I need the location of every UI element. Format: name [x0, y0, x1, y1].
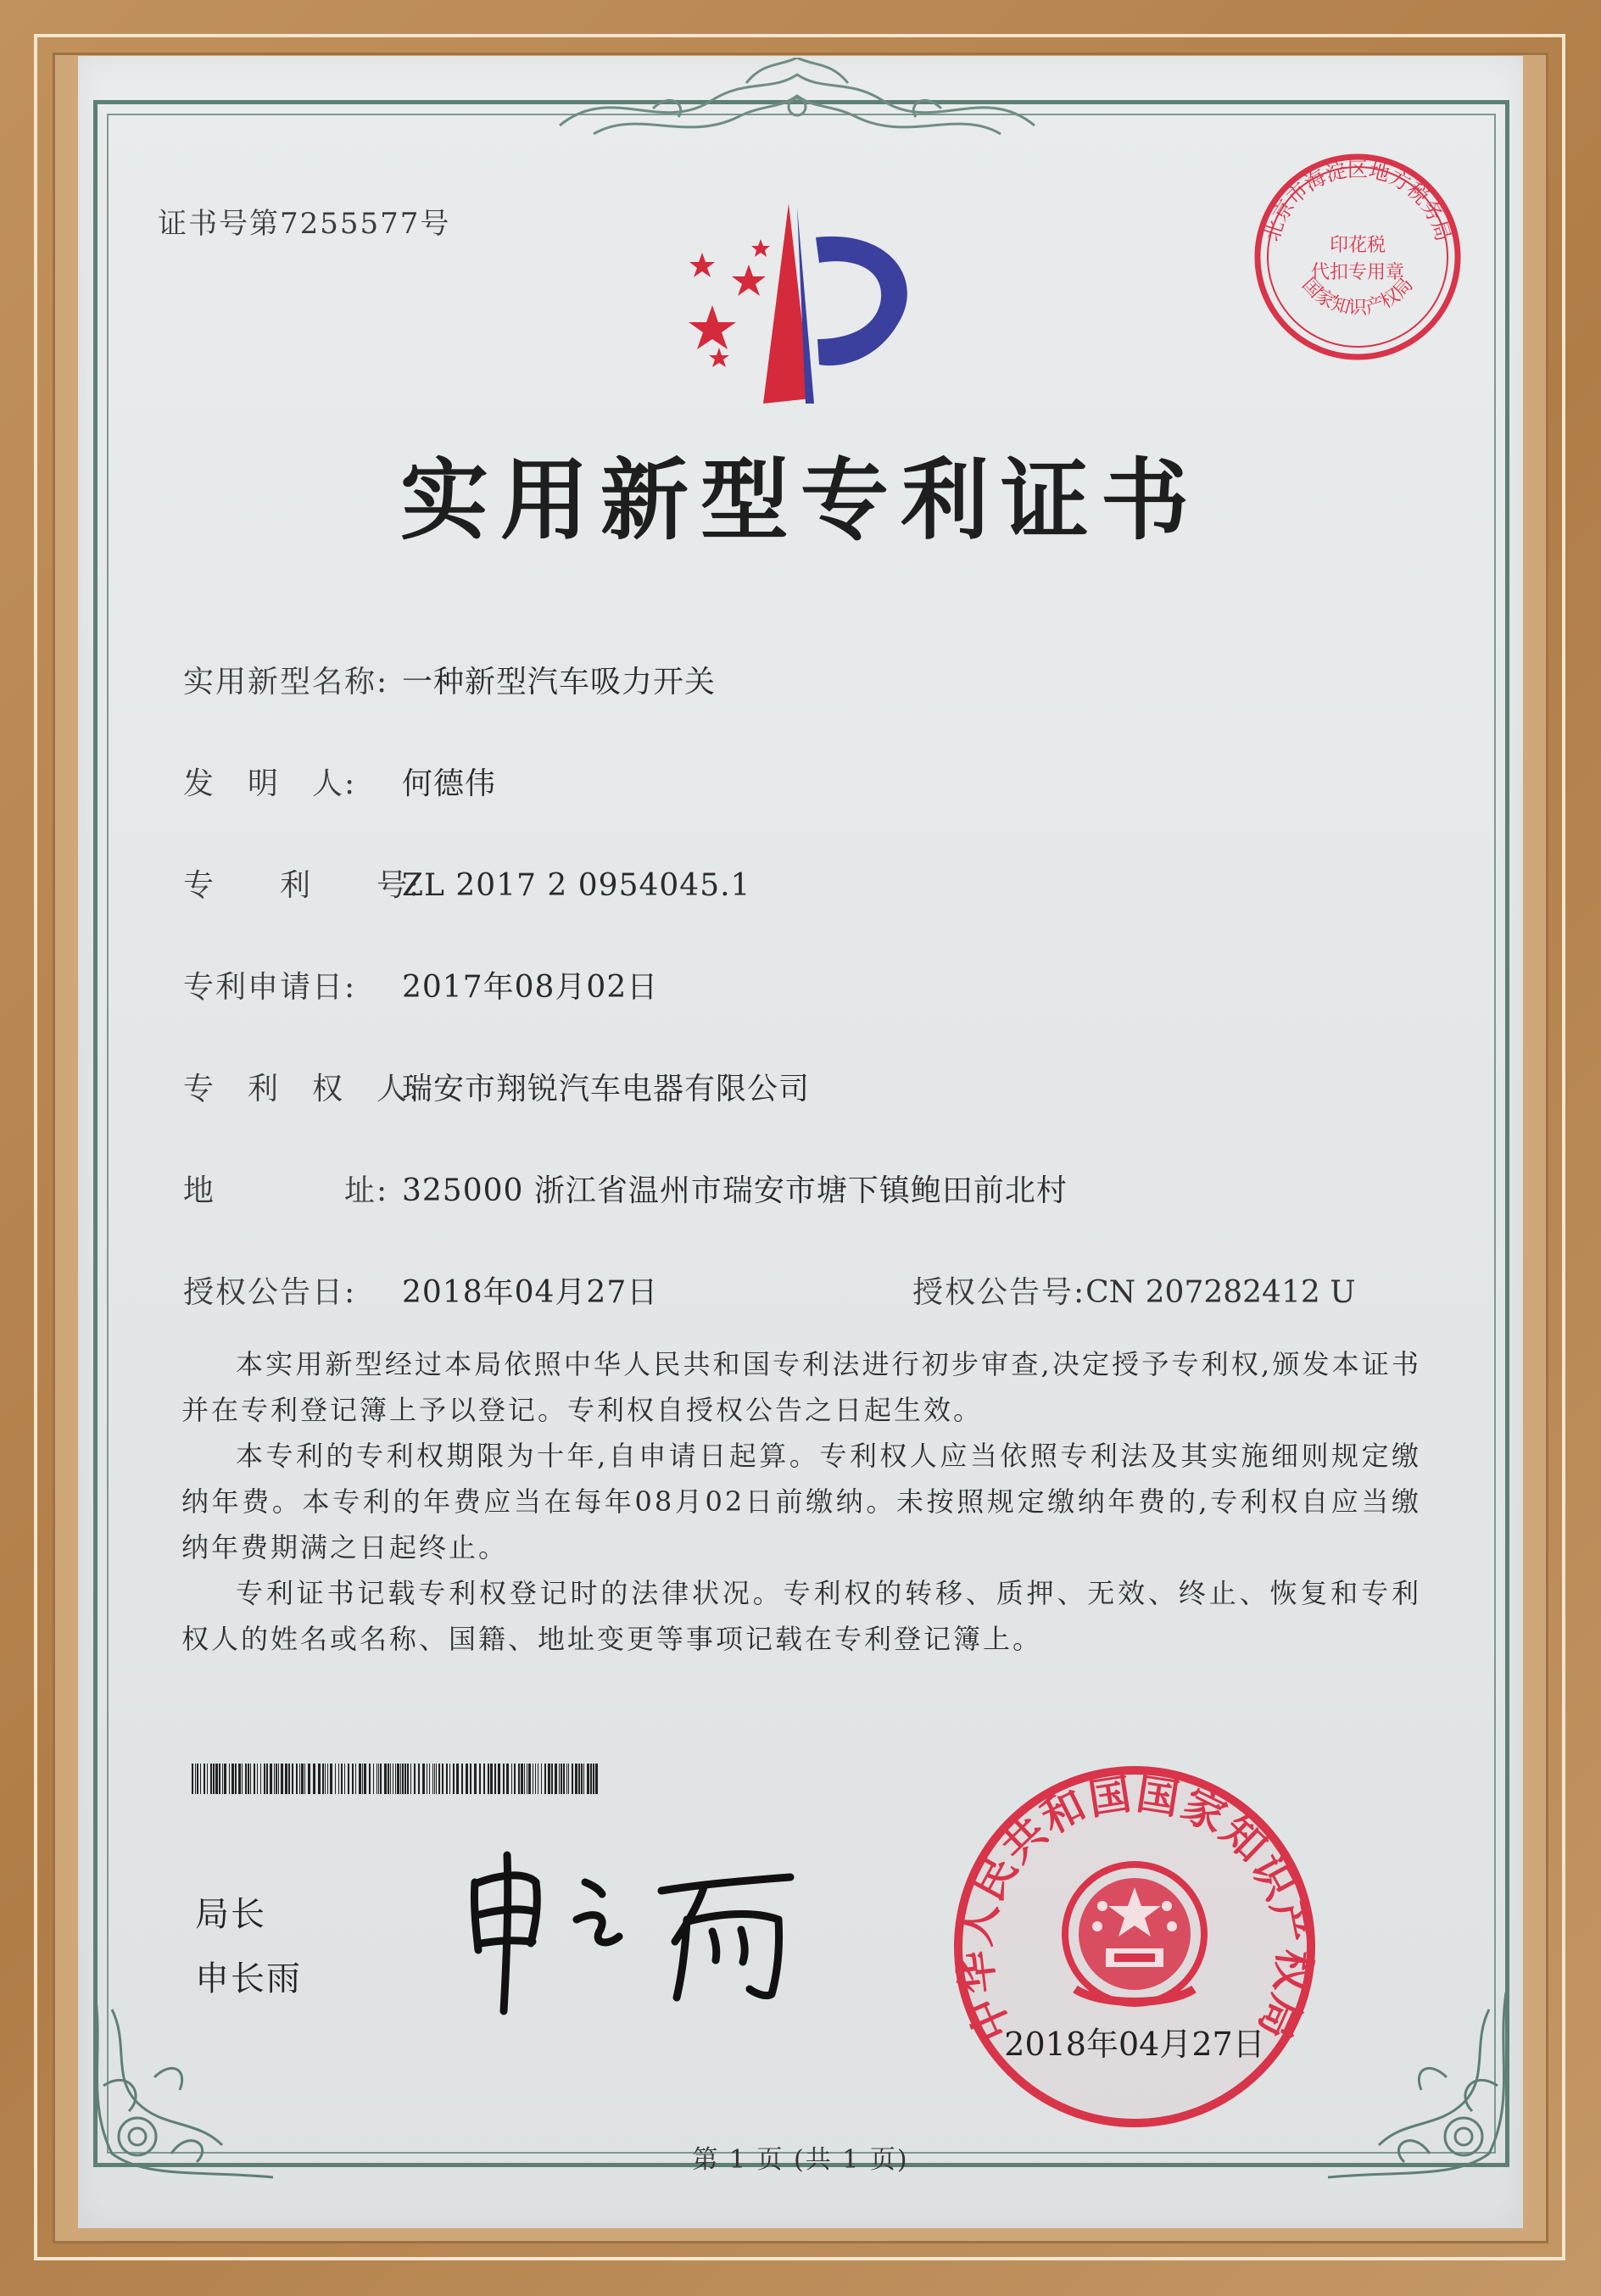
- barcode-bar: [281, 1764, 283, 1794]
- barcode-bar: [422, 1764, 425, 1794]
- barcode-bar: [296, 1764, 298, 1794]
- barcode-bar: [535, 1764, 536, 1794]
- barcode-bar: [544, 1764, 546, 1794]
- barcode-bar: [355, 1764, 356, 1794]
- barcode-bar: [274, 1764, 275, 1794]
- barcode-bar: [572, 1764, 573, 1794]
- barcode-bar: [461, 1764, 463, 1794]
- seal-ring-text: 中华人民共和国国家知识产权局: [950, 1769, 1319, 2048]
- barcode-bar: [595, 1764, 598, 1794]
- barcode-bar: [404, 1764, 406, 1794]
- barcode-bar: [593, 1764, 594, 1794]
- barcode-bar: [242, 1764, 243, 1794]
- barcode-bar: [195, 1764, 196, 1794]
- barcode-bar: [563, 1764, 565, 1794]
- certificate-title: 实用新型专利证书: [399, 448, 1201, 552]
- barcode-bar: [479, 1764, 481, 1794]
- barcode-bar: [254, 1764, 255, 1794]
- barcode-bar: [390, 1764, 391, 1794]
- barcode-bar: [373, 1764, 374, 1794]
- barcode-bar: [278, 1764, 279, 1794]
- field-value: 一种新型汽车吸力开关: [402, 665, 717, 699]
- barcode-bar: [466, 1764, 468, 1794]
- field-label: 专 利 号:: [183, 868, 421, 903]
- field-value: 瑞安市翔锐汽车电器有限公司: [402, 1072, 811, 1106]
- barcode-bar: [514, 1764, 516, 1794]
- barcode-bar: [235, 1764, 237, 1794]
- barcode-bar: [288, 1764, 290, 1794]
- body-paragraph: 专利证书记载专利权登记时的法律状况。专利权的转移、质押、无效、终止、恢复和专利权人的姓名或名称、国籍、地址变更等事项记载在专利登记簿上。: [181, 1577, 1421, 1655]
- barcode-bar: [432, 1764, 433, 1794]
- barcode-bar: [548, 1764, 550, 1794]
- field-filing-date: [183, 963, 658, 1006]
- field-label: 专利申请日:: [183, 970, 357, 1005]
- barcode-bar: [578, 1764, 580, 1794]
- barcode-bar: [449, 1764, 450, 1794]
- barcode-bar: [566, 1764, 567, 1794]
- barcode-bar: [362, 1764, 363, 1794]
- barcode-bar: [322, 1764, 324, 1794]
- barcode-bar: [348, 1764, 349, 1794]
- barcode: [192, 1764, 602, 1794]
- barcode-bar: [407, 1764, 409, 1794]
- barcode-bar: [338, 1764, 339, 1794]
- barcode-bar: [490, 1764, 493, 1794]
- tax-stamp-ring-text: 北京市海淀区地方税务局: [1259, 158, 1456, 244]
- barcode-bar: [292, 1764, 293, 1794]
- barcode-bar: [207, 1764, 208, 1794]
- barcode-bar: [229, 1764, 230, 1794]
- field-inventor: [183, 760, 496, 803]
- barcode-bar: [498, 1764, 500, 1794]
- barcode-bar: [395, 1764, 396, 1794]
- national-emblem-icon: [1065, 1864, 1204, 2003]
- barcode-bar: [446, 1764, 448, 1794]
- barcode-bar: [568, 1764, 569, 1794]
- barcode-bar: [581, 1764, 583, 1794]
- field-utility-model-name: [183, 658, 716, 701]
- seal-date: 2018年04月27日: [1004, 2026, 1265, 2063]
- barcode-bar: [222, 1764, 223, 1794]
- barcode-bar: [224, 1764, 226, 1794]
- page-number: 第 1 页 (共 1 页): [692, 2145, 909, 2175]
- field-label: 地 址:: [183, 1173, 389, 1208]
- barcode-bar: [518, 1764, 520, 1794]
- barcode-bar: [559, 1764, 560, 1794]
- barcode-bar: [410, 1764, 411, 1794]
- field-patent-number: [183, 861, 750, 905]
- signer-title: 局长: [195, 1895, 266, 1934]
- barcode-bar: [359, 1764, 361, 1794]
- barcode-bar: [511, 1764, 512, 1794]
- barcode-bar: [266, 1764, 268, 1794]
- barcode-bar: [318, 1764, 321, 1794]
- barcode-bar: [341, 1764, 343, 1794]
- barcode-bar: [330, 1764, 332, 1794]
- field-grant-date: [183, 1268, 658, 1312]
- field-label: 实用新型名称:: [183, 665, 389, 699]
- barcode-bar: [483, 1764, 485, 1794]
- barcode-bar: [384, 1764, 387, 1794]
- barcode-bar: [250, 1764, 251, 1794]
- barcode-bar: [264, 1764, 265, 1794]
- tax-stamp-lower-text: 国家知识产权局: [1297, 274, 1418, 320]
- barcode-bar: [352, 1764, 354, 1794]
- barcode-bar: [245, 1764, 247, 1794]
- barcode-bar: [436, 1764, 437, 1794]
- barcode-bar: [442, 1764, 443, 1794]
- field-label: 专 利 权 人:: [183, 1072, 421, 1106]
- barcode-bar: [418, 1764, 420, 1794]
- field-label: 授权公告日:: [183, 1275, 357, 1310]
- barcode-bar: [402, 1764, 404, 1794]
- barcode-bar: [378, 1764, 379, 1794]
- barcode-bar: [414, 1764, 416, 1794]
- barcode-bar: [276, 1764, 277, 1794]
- barcode-bar: [400, 1764, 401, 1794]
- top-ornament: [543, 58, 1052, 151]
- barcode-bar: [438, 1764, 440, 1794]
- barcode-bar: [200, 1764, 201, 1794]
- barcode-bar: [470, 1764, 471, 1794]
- barcode-bar: [215, 1764, 218, 1794]
- barcode-bar: [561, 1764, 562, 1794]
- field-label: 授权公告号:: [912, 1275, 1086, 1310]
- barcode-bar: [488, 1764, 489, 1794]
- barcode-bar: [344, 1764, 345, 1794]
- barcode-bar: [397, 1764, 399, 1794]
- barcode-bar: [590, 1764, 592, 1794]
- certificate-number: 证书号第7255577号: [158, 207, 451, 241]
- barcode-bar: [192, 1764, 193, 1794]
- signer-name: 申长雨: [195, 1959, 302, 1998]
- barcode-bar: [456, 1764, 459, 1794]
- barcode-bar: [528, 1764, 531, 1794]
- barcode-bar: [583, 1764, 584, 1794]
- barcode-bar: [238, 1764, 241, 1794]
- barcode-bar: [369, 1764, 371, 1794]
- barcode-bar: [204, 1764, 205, 1794]
- barcode-bar: [299, 1764, 300, 1794]
- barcode-bar: [213, 1764, 215, 1794]
- barcode-bar: [313, 1764, 315, 1794]
- barcode-bar: [453, 1764, 455, 1794]
- barcode-bar: [521, 1764, 523, 1794]
- tax-stamp-center-line-2: 代扣专用章: [1310, 262, 1405, 283]
- barcode-bar: [524, 1764, 525, 1794]
- body-paragraph: 本实用新型经过本局依照中华人民共和国专利法进行初步审查,决定授予专利权,颁发本证书并在专利登记簿上予以登记。专利权自授权公告之日起生效。: [181, 1348, 1421, 1426]
- barcode-bar: [197, 1764, 198, 1794]
- field-value: 325000 浙江省温州市瑞安市塘下镇鲍田前北村: [402, 1173, 1068, 1208]
- field-value: 何德伟: [402, 766, 497, 801]
- barcode-bar: [364, 1764, 366, 1794]
- barcode-bar: [587, 1764, 589, 1794]
- barcode-bar: [474, 1764, 477, 1794]
- tax-stamp: [1252, 151, 1464, 363]
- field-value: CN 207282412 U: [1085, 1275, 1356, 1310]
- barcode-bar: [270, 1764, 272, 1794]
- barcode-bar: [434, 1764, 435, 1794]
- patent-office-seal: [948, 1760, 1321, 2133]
- field-address: [183, 1167, 1068, 1210]
- barcode-bar: [260, 1764, 261, 1794]
- field-value: ZL 2017 2 0954045.1: [402, 868, 751, 903]
- field-patentee: [183, 1065, 810, 1108]
- barcode-bar: [219, 1764, 220, 1794]
- barcode-bar: [506, 1764, 509, 1794]
- barcode-bar: [380, 1764, 382, 1794]
- barcode-bar: [232, 1764, 234, 1794]
- certificate-body: [181, 1341, 1421, 1662]
- barcode-bar: [335, 1764, 336, 1794]
- barcode-bar: [494, 1764, 496, 1794]
- barcode-bar: [308, 1764, 310, 1794]
- barcode-bar: [388, 1764, 389, 1794]
- barcode-bar: [285, 1764, 287, 1794]
- barcode-bar: [541, 1764, 542, 1794]
- barcode-bar: [301, 1764, 304, 1794]
- barcode-bar: [575, 1764, 577, 1794]
- tax-stamp-center-line-1: 印花税: [1329, 235, 1386, 256]
- barcode-bar: [248, 1764, 249, 1794]
- svg-text:北京市海淀区地方税务局: [1260, 158, 1455, 244]
- field-value: 2018年04月27日: [402, 1275, 659, 1310]
- patent-office-emblem: [661, 203, 933, 415]
- barcode-bar: [429, 1764, 430, 1794]
- handwritten-signature: [458, 1848, 814, 2018]
- barcode-bar: [327, 1764, 328, 1794]
- barcode-bar: [555, 1764, 557, 1794]
- barcode-bar: [210, 1764, 212, 1794]
- field-grant-number: [912, 1268, 1356, 1312]
- body-paragraph: 本专利的专利权期限为十年,自申请日起算。专利权人应当依照专利法及其实施细则规定缴纳年费。本专利的年费应当在每年08月02日前缴纳。未按照规定缴纳年费的,专利权自应当缴纳年费期满之日起终止。: [181, 1440, 1421, 1563]
- barcode-bar: [257, 1764, 258, 1794]
- field-value: 2017年08月02日: [402, 970, 659, 1005]
- barcode-bar: [503, 1764, 505, 1794]
- barcode-bar: [551, 1764, 553, 1794]
- field-label: 发 明 人:: [183, 766, 357, 801]
- barcode-bar: [325, 1764, 326, 1794]
- barcode-bar: [304, 1764, 305, 1794]
